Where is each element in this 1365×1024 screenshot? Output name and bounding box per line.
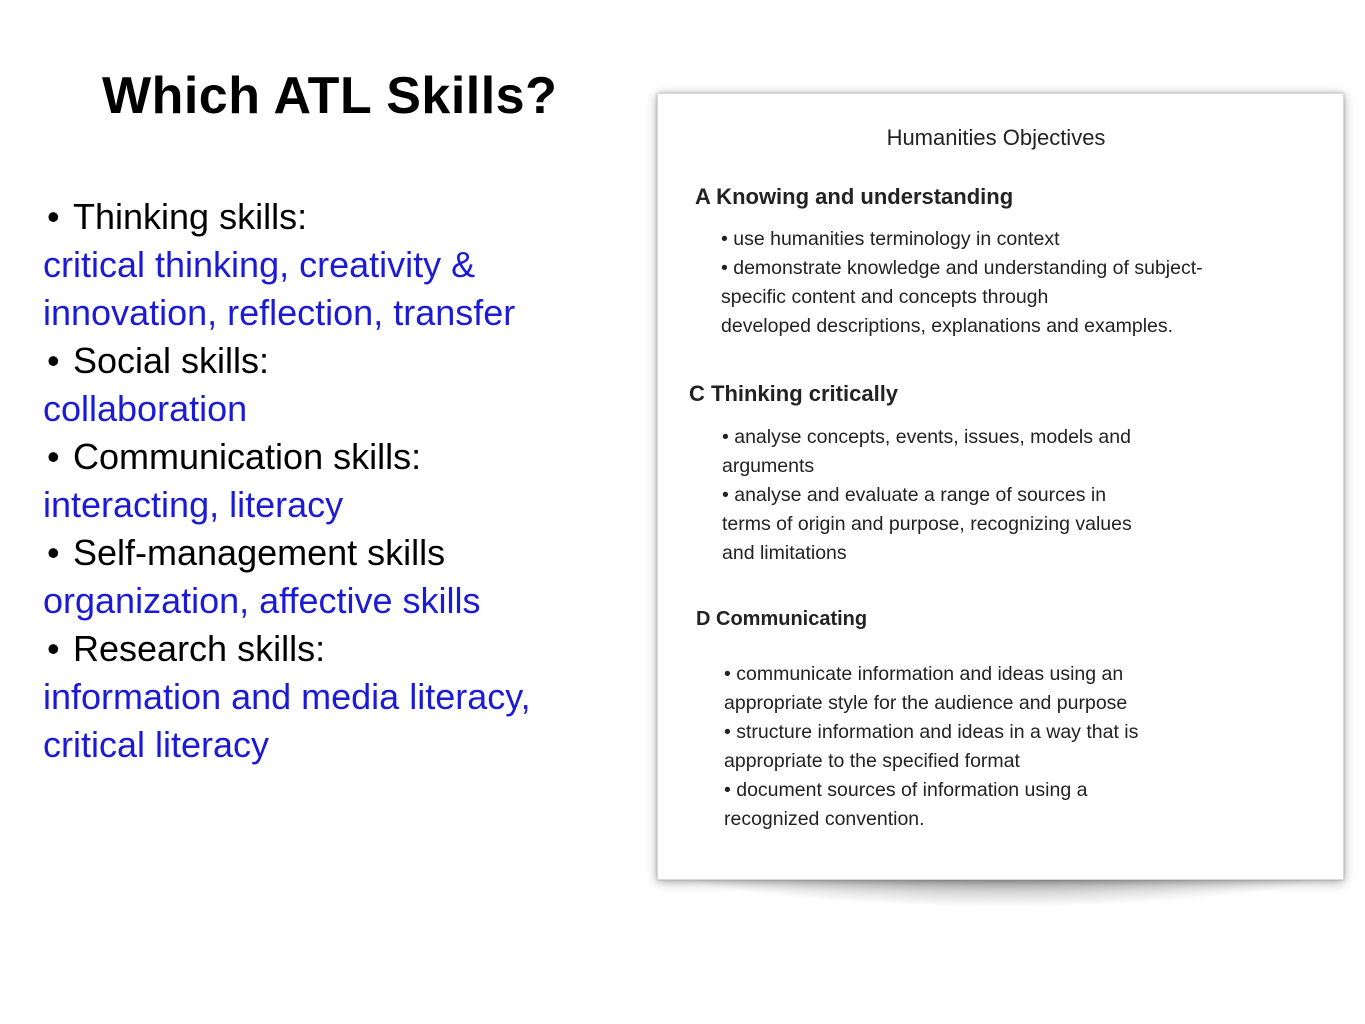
humanities-objectives-card (657, 93, 1344, 880)
skill-communication (43, 433, 623, 529)
objective-d-heading: D Communicating (696, 608, 868, 630)
skill-heading (43, 193, 623, 241)
objective-d-list (724, 660, 1284, 834)
objective-item: • communicate information and ideas using an appropriate style for the audience and purpose (724, 663, 1128, 714)
skill-heading (43, 433, 623, 481)
bullet-icon: • (47, 628, 60, 669)
skill-thinking (43, 193, 623, 337)
skill-heading-text: Research skills: (73, 628, 326, 669)
skill-heading-text: Social skills: (73, 340, 270, 381)
skill-heading (43, 529, 623, 577)
objective-item: • use humanities terminology in context (721, 228, 1060, 250)
bullet-icon: • (47, 196, 60, 237)
skill-social (43, 337, 623, 433)
skill-detail: collaboration (43, 388, 248, 429)
objective-item: • demonstrate knowledge and understanding of subject- specific content and concepts through developed descriptions, explanations and examples. (721, 257, 1203, 337)
objective-c-list (722, 423, 1282, 568)
atl-skills-list (43, 193, 623, 769)
objective-item: • analyse and evaluate a range of sources in terms of origin and purpose, recognizing values and limitations (722, 484, 1132, 564)
objective-item: • document sources of information using a recognized convention. (724, 779, 1088, 830)
objective-a-list (721, 225, 1331, 341)
objective-item: • analyse concepts, events, issues, models and arguments (722, 426, 1131, 477)
objective-item: • structure information and ideas in a way that is appropriate to the specified format (724, 721, 1139, 772)
skill-detail: interacting, literacy (43, 484, 344, 525)
skill-heading (43, 337, 623, 385)
bullet-icon: • (47, 340, 60, 381)
skill-detail: organization, affective skills (43, 580, 481, 621)
skill-heading (43, 625, 623, 673)
objective-c-heading: C Thinking critically (689, 381, 899, 406)
objective-a-heading: A Knowing and understanding (695, 184, 1014, 209)
bullet-icon: • (47, 532, 60, 573)
skill-detail: critical thinking, creativity & innovation, reflection, transfer (43, 244, 516, 333)
card-title: Humanities Objectives (886, 125, 1106, 150)
skill-heading-text: Communication skills: (73, 436, 422, 477)
bullet-icon: • (47, 436, 60, 477)
skill-heading-text: Thinking skills: (73, 196, 308, 237)
slide-title: Which ATL Skills? (102, 67, 558, 125)
skill-detail: information and media literacy, critical literacy (43, 676, 531, 765)
skill-heading-text: Self-management skills (73, 532, 446, 573)
skill-research (43, 625, 623, 769)
skill-self-management (43, 529, 623, 625)
